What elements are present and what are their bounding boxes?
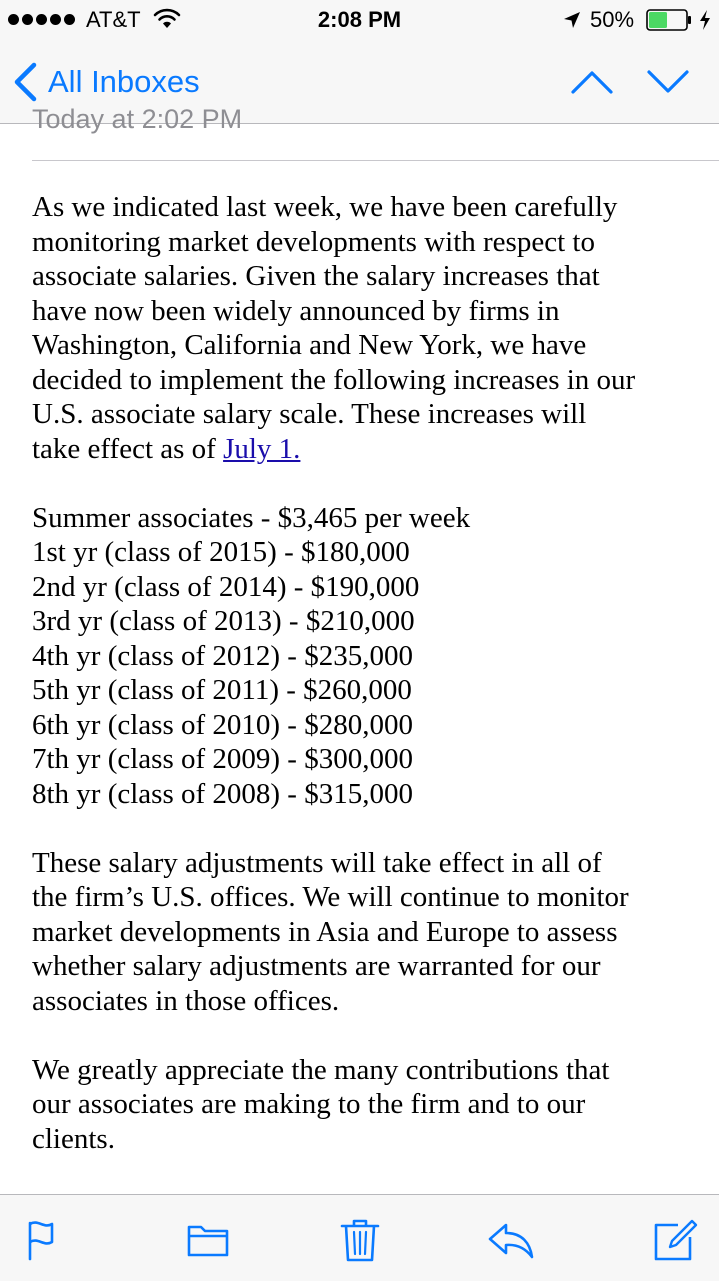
header-divider: [32, 160, 719, 161]
reply-button[interactable]: [486, 1215, 534, 1263]
status-time: 2:08 PM: [317, 7, 402, 32]
message-date: Today at 2:02 PM: [32, 104, 243, 134]
folder-icon: [184, 1215, 232, 1263]
compose-icon: [650, 1215, 698, 1263]
trash-icon: [336, 1215, 384, 1263]
salary-line: Summer associates - $3,465 per week: [32, 501, 471, 534]
chevron-up-icon[interactable]: [570, 62, 614, 102]
status-bar: [0, 0, 719, 40]
offices-paragraph: [32, 846, 702, 1019]
salary-line: 1st yr (class of 2015) - $180,000: [32, 536, 410, 568]
text-line: Washington, California and New York, we have: [32, 329, 587, 361]
back-button[interactable]: [12, 60, 200, 104]
text-line: clients.: [32, 1122, 115, 1155]
battery-percent: 50%: [590, 7, 635, 32]
carrier-name: AT&T: [86, 7, 141, 32]
chevron-left-icon: [12, 62, 38, 102]
back-button-label: All Inboxes: [48, 64, 200, 99]
move-to-folder-button[interactable]: [184, 1215, 232, 1263]
salary-line: 6th yr (class of 2010) - $280,000: [32, 708, 413, 741]
text-line: whether salary adjustments are warranted for our: [32, 950, 601, 982]
text-line: As we indicated last week, we have been carefully: [32, 191, 618, 223]
text-line: the firm’s U.S. offices. We will continue to monitor: [32, 881, 629, 913]
text-line: market developments in Asia and Europe to assess: [32, 915, 618, 948]
text-line: U.S. associate salary scale. These increases will: [32, 398, 587, 430]
salary-line: 5th yr (class of 2011) - $260,000: [32, 674, 412, 706]
text-line-with-link: [32, 432, 702, 467]
salary-list: [32, 501, 702, 812]
intro-paragraph: [32, 190, 702, 466]
text-line: have now been widely announced by firms in: [32, 294, 560, 327]
text-line: associates in those offices.: [32, 984, 340, 1017]
salary-line: 2nd yr (class of 2014) - $190,000: [32, 570, 420, 603]
text-line: monitoring market developments with respect to: [32, 225, 595, 258]
text-line: decided to implement the following increases in our: [32, 363, 636, 396]
trash-button[interactable]: [336, 1215, 384, 1263]
message-body: [32, 190, 702, 1191]
compose-button[interactable]: [650, 1215, 698, 1263]
message-content[interactable]: [0, 104, 719, 1194]
text-line: We greatly appreciate the many contributions that: [32, 1053, 610, 1086]
text-line: These salary adjustments will take effect in all of: [32, 846, 602, 879]
battery-icon: [646, 9, 692, 31]
text-line: our associates are making to the firm and to our: [32, 1088, 586, 1120]
salary-line: 4th yr (class of 2012) - $235,000: [32, 639, 413, 672]
location-icon: [562, 10, 582, 30]
salary-line: 7th yr (class of 2009) - $300,000: [32, 743, 413, 775]
salary-line: 3rd yr (class of 2013) - $210,000: [32, 605, 415, 637]
closing-paragraph: [32, 1053, 702, 1157]
flag-icon: [18, 1215, 66, 1263]
text-line: associate salaries. Given the salary increases that: [32, 260, 600, 292]
date-link[interactable]: July 1.: [223, 432, 301, 465]
salary-line: 8th yr (class of 2008) - $315,000: [32, 777, 413, 810]
chevron-down-icon[interactable]: [646, 62, 690, 102]
flag-button[interactable]: [18, 1215, 66, 1263]
text-fragment: take effect as of: [32, 432, 224, 465]
bottom-toolbar: [0, 1194, 719, 1281]
reply-icon: [486, 1215, 534, 1263]
charging-bolt-icon: [698, 9, 712, 31]
